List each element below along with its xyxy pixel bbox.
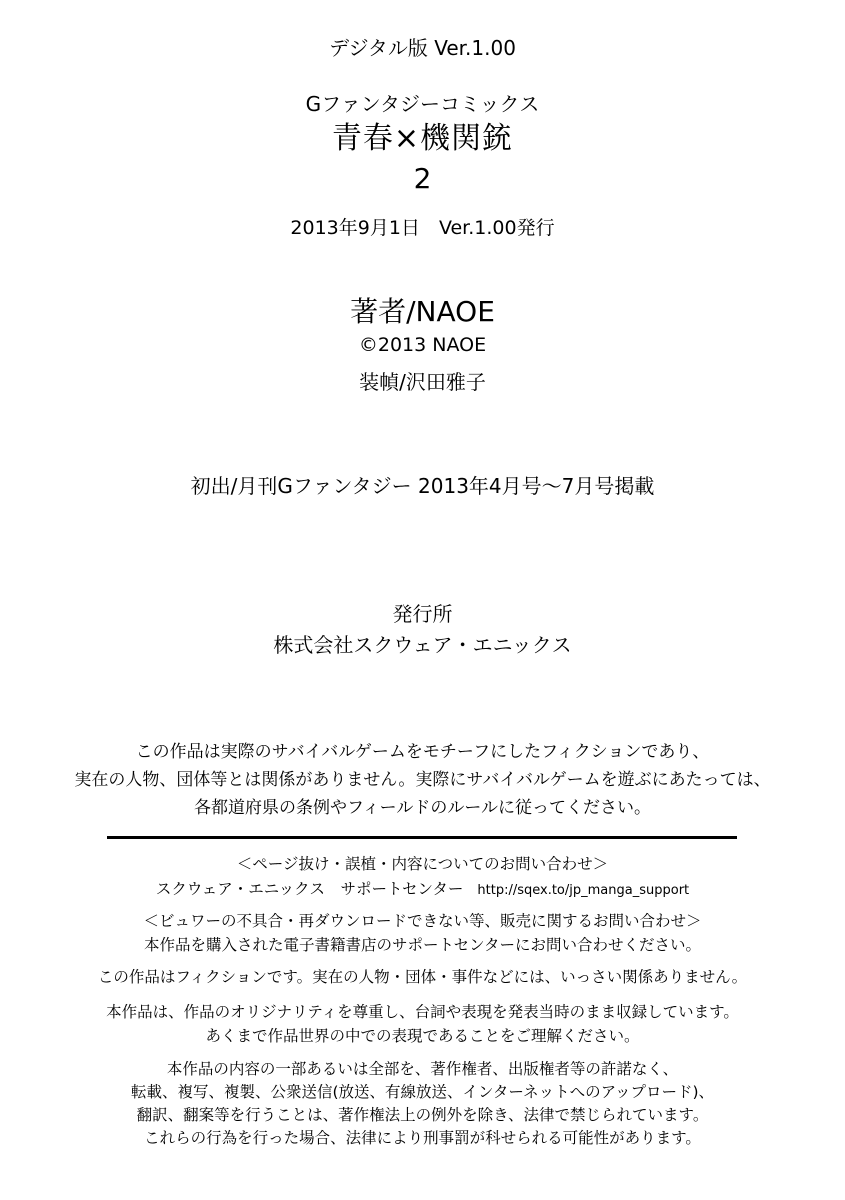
notice-line: この作品は実際のサバイバルゲームをモチーフにしたフィクションであり、 xyxy=(135,742,710,762)
design-credit: 装幀/沢田雅子 xyxy=(359,370,486,394)
publication-date: 2013年9月1日 Ver.1.00発行 xyxy=(290,217,555,239)
originality-note: 本作品は、作品のオリジナリティを尊重し、台詞や表現を発表当時のまま収録しています。 xyxy=(106,1003,739,1021)
divider xyxy=(107,836,737,839)
author-credit: 著者/NAOE xyxy=(350,295,495,328)
inquiry-heading: ＜ページ抜け・誤植・内容についてのお問い合わせ＞ xyxy=(236,855,609,873)
copyright-line: ©2013 NAOE xyxy=(358,334,487,356)
first-appearance: 初出/月刊Gファンタジー 2013年4月号～7月号掲載 xyxy=(190,474,655,498)
publisher-label: 発行所 xyxy=(392,602,453,626)
series-name: Gファンタジーコミックス xyxy=(305,92,540,116)
originality-note: あくまで作品世界の中での表現であることをご理解ください。 xyxy=(205,1027,640,1045)
copyright-notice: 転載、複写、複製、公衆送信(放送、有線放送、インターネットへのアップロード)、 xyxy=(130,1083,715,1101)
support-center-name: スクウェア・エニックス サポートセンター xyxy=(155,880,464,898)
copyright-notice: 翻訳、翻案等を行うことは、著作権法上の例外を除き、法律で禁じられています。 xyxy=(136,1106,709,1124)
viewer-text: 本作品を購入された電子書籍書店のサポートセンターにお問い合わせください。 xyxy=(144,936,701,954)
book-title: 青春×機関銃 xyxy=(331,121,514,156)
edition-label: デジタル版 Ver.1.00 xyxy=(329,36,516,60)
copyright-notice: これらの行為を行った場合、法律により刑事罰が科せられる可能性があります。 xyxy=(144,1129,701,1147)
fiction-disclaimer: この作品はフィクションです。実在の人物・団体・事件などには、いっさい関係ありません。 xyxy=(97,968,748,986)
support-url-link[interactable]: http://sqex.to/jp_manga_support xyxy=(477,883,690,898)
notice-line: 実在の人物、団体等とは関係がありません。実際にサバイバルゲームを遊ぶにあたっては、 xyxy=(74,770,771,790)
viewer-heading: ＜ビュワーの不具合・再ダウンロードできない等、販売に関するお問い合わせ＞ xyxy=(143,912,702,930)
copyright-notice: 本作品の内容の一部あるいは全部を、著作権者、出版権者等の許諾なく、 xyxy=(166,1060,679,1078)
publisher-name: 株式会社スクウェア・エニックス xyxy=(273,633,572,657)
support-center-line xyxy=(0,882,845,898)
notice-line: 各都道府県の条例やフィールドのルールに従ってください。 xyxy=(194,798,651,818)
volume-number: 2 xyxy=(413,162,432,195)
